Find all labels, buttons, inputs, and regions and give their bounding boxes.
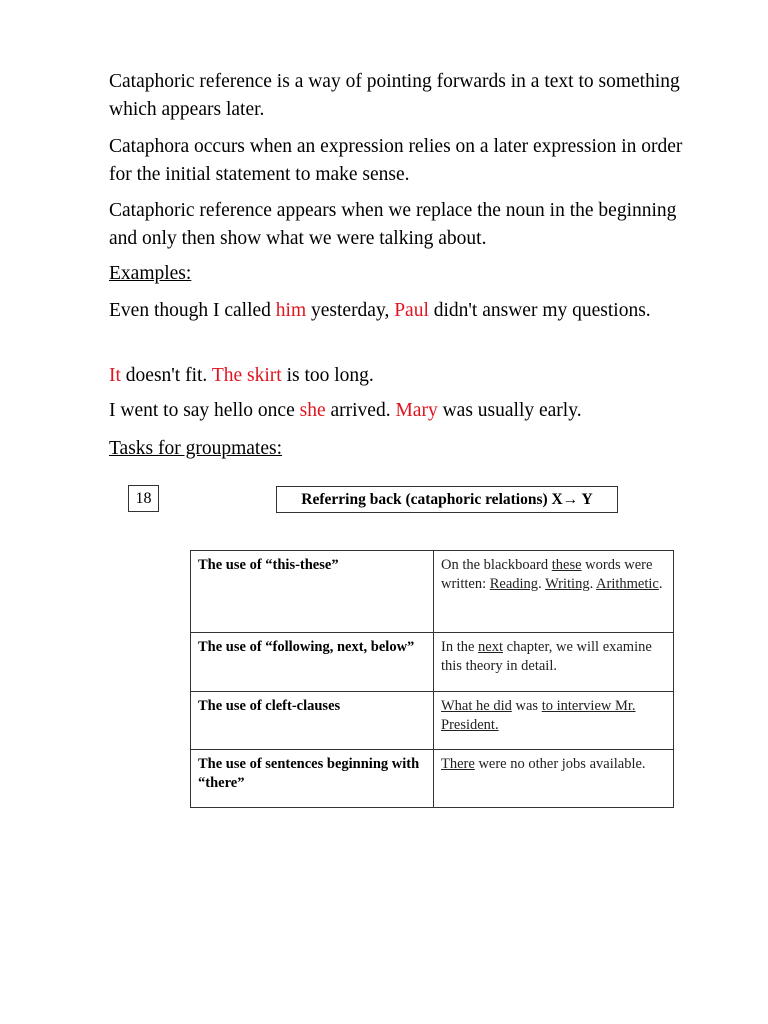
- cataphora-table: [190, 550, 674, 808]
- underlined-word: Writing: [545, 576, 590, 592]
- underlined-word: What he did: [441, 698, 512, 714]
- example-1-pronoun: him: [275, 300, 307, 321]
- example-text: was: [511, 698, 542, 714]
- example-text: .: [589, 576, 597, 592]
- underlined-word: Arithmetic: [596, 576, 659, 592]
- table-row: [191, 692, 674, 750]
- example-2-pronoun: It: [109, 365, 121, 386]
- example-3-referent: Mary: [395, 400, 438, 421]
- row-example: [434, 551, 674, 633]
- example-text: On the blackboard: [441, 557, 552, 573]
- example-3-text: arrived.: [325, 400, 396, 421]
- figure-number: 18: [128, 485, 159, 512]
- underlined-word: next: [478, 639, 504, 655]
- paragraph-replacement: Cataphoric reference appears when we replace the noun in the beginning and only then show what we were talking about.: [109, 200, 677, 249]
- row-example: [434, 692, 674, 750]
- row-label: The use of sentences beginning with “there”: [191, 750, 434, 808]
- example-3-text: I went to say hello once: [109, 400, 300, 421]
- example-text: .: [658, 576, 663, 592]
- example-text: were no other jobs available.: [474, 756, 646, 772]
- underlined-word: Reading: [489, 576, 539, 592]
- row-example: [434, 750, 674, 808]
- table-row: [191, 633, 674, 692]
- example-1-referent: Paul: [394, 300, 429, 321]
- underlined-word: these: [551, 557, 582, 573]
- underlined-word: to interview Mr. President.: [441, 698, 636, 733]
- example-text: words were written:: [441, 557, 653, 592]
- paragraph-cataphora: Cataphora occurs when an expression relies on a later expression in order for the initial statement to make sense.: [109, 136, 683, 185]
- tasks-heading: Tasks for groupmates:: [109, 438, 283, 459]
- row-label: The use of “following, next, below”: [191, 633, 434, 692]
- examples-heading: Examples:: [109, 263, 192, 284]
- example-2-text: is too long.: [281, 365, 374, 386]
- example-2: [109, 362, 709, 390]
- underlined-word: There: [441, 756, 475, 772]
- example-text: In the: [441, 639, 479, 655]
- table-row: [191, 551, 674, 633]
- example-3-text: was usually early.: [437, 400, 582, 421]
- figure-title: Referring back (cataphoric relations) X→ Y: [276, 486, 618, 513]
- table-row: [191, 750, 674, 808]
- example-1-text: Even though I called: [109, 300, 276, 321]
- row-example: [434, 633, 674, 692]
- example-text: .: [538, 576, 546, 592]
- example-2-referent: The skirt: [211, 365, 282, 386]
- example-text: chapter, we will examine this theory in detail.: [441, 639, 652, 674]
- example-1-text: didn't answer my questions.: [428, 300, 651, 321]
- example-1-text: yesterday,: [306, 300, 395, 321]
- example-3-pronoun: she: [299, 400, 326, 421]
- row-label: The use of “this-these”: [191, 551, 434, 633]
- row-label: The use of cleft-clauses: [191, 692, 434, 750]
- paragraph-definition: Cataphoric reference is a way of pointing forwards in a text to something which appears later.: [109, 71, 680, 120]
- example-3: [109, 397, 709, 425]
- example-1: [109, 297, 709, 325]
- example-2-text: doesn't fit.: [120, 365, 212, 386]
